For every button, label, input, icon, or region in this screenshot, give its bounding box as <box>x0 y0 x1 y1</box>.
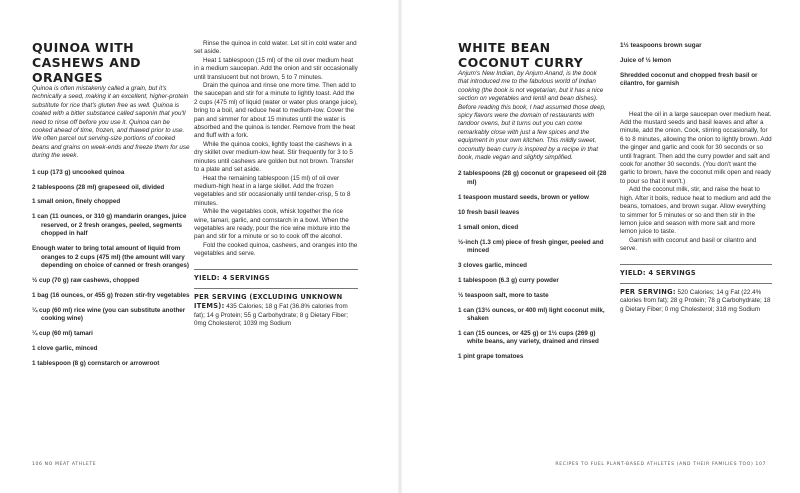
page-number-left: 106 NO MEAT ATHLETE <box>32 462 97 467</box>
recipe-title: QUINOA WITH CASHEWS AND ORANGES <box>32 40 141 85</box>
ingredient: 1 clove garlic, minced <box>32 344 98 352</box>
method-step: Add the coconut milk, stir, and raise the heat to high. After it boils, reduce heat to medium and add the beans, tomatoes, and brown sugar. Allow everything to simmer for 5 minutes or so and then stir in the lemon juice and season with more salt and more lemon juice to taste. <box>620 186 771 236</box>
ingredient: 1½ teaspoons brown sugar <box>620 42 702 49</box>
ingredient: 1 cup (173 g) uncooked quinoa <box>32 168 125 176</box>
page-number-right: RECIPES TO FUEL PLANT-BASED ATHLETES (AND THEIR FAMILIES TOO) 107 <box>555 462 766 467</box>
ingredient: 1 can (11 ounces, or 310 g) mandarin oranges, juice reserved, or 2 fresh oranges, peeled, segments chopped in half <box>32 213 187 238</box>
method-step: Garnish with coconut and basil or cilantro and serve. <box>620 236 757 253</box>
ingredient: ½ cup (70 g) raw cashews, chopped <box>32 276 140 284</box>
nutrition-info <box>620 288 772 314</box>
method-step: Heat 1 tablespoon (15 ml) of the oil over medium heat in a medium saucepan. Add the onion and stir occasionally until translucent but not brown, 5 to 7 minutes. <box>194 56 358 81</box>
ingredient: 1 pint grape tomatoes <box>458 353 524 361</box>
right-page-column-2 <box>620 42 772 314</box>
ingredient: 10 fresh basil leaves <box>458 208 520 216</box>
section-divider <box>194 288 358 289</box>
ingredient: ¼ cup (60 ml) rice wine (you can substitute another cooking wine) <box>32 306 186 323</box>
left-page-column-1 <box>32 40 190 375</box>
recipe-intro: Anjum's New Indian, by Anjum Anand, is the book that introduced me to the fabulous world of Indian cooking (the book is not vegetarian, but it has a nice section on vegetables and lentil and bean dishes). Before reading this book, I had assumed those deep, spicy flavors were the domain of restaurants with tandoor ovens, but it turns out you can come remarkably close with just a few spices and the equipment in your own kitchen. This mildly sweet, coconutty bean curry is inspired by a recipe in that book, made vegan and slightly simplified. <box>458 70 606 162</box>
ingredient: 2 tablespoons (28 ml) grapeseed oil, divided <box>32 183 165 191</box>
method-step: Fold the cooked quinoa, cashews, and oranges into the vegetables and serve. <box>194 241 358 258</box>
ingredient: 1 tablespoon (8 g) cornstarch or arrowroot <box>32 359 160 367</box>
ingredient: 1 small onion, diced <box>458 223 519 231</box>
method-step: Drain the quinoa and rinse one more time. Then add to the saucepan and stir for a minute to lightly toast. Add the 2 cups (475 ml) of liquid (water or water plus orange juice), bring to a boil, and reduce heat to medium-low. Cover the pan and simmer for about 15 minutes until the water is absorbed and the quinoa is tender. Remove from the heat and fluff with a fork. <box>194 82 358 140</box>
method-step: Heat the remaining tablespoon (15 ml) of oil over medium-high heat in a large skillet. Add the frozen vegetables and stir occasionally until tender-crisp, 5 to 8 minutes. <box>194 174 351 207</box>
nutrition-heading: PER SERVING (EXCLUDING UNKNOWN ITEMS): <box>194 292 343 311</box>
ingredient: 1 small onion, finely chopped <box>32 198 121 206</box>
ingredient: 1 teaspoon mustard seeds, brown or yellow <box>458 193 589 201</box>
ingredient: 1 can (13½ ounces, or 400 ml) light coconut milk, shaken <box>458 306 605 322</box>
section-divider <box>620 283 772 284</box>
yield: YIELD: 4 SERVINGS <box>620 268 696 277</box>
method-step: Rinse the quinoa in cold water. Let sit in cold water and set aside. <box>194 40 357 56</box>
ingredient: Juice of ½ lemon <box>620 56 672 64</box>
method-step: Heat the oil in a large saucepan over medium heat. Add the mustard seeds and basil leaves and after a minute, add the onion. Cook, stirring occasionally, for 6 to 8 minutes, allowing the onion to lightly brown. Add the ginger and garlic and cook for 30 seconds or so until fragrant. Then add the curry powder and salt and cook for another 30 seconds. (You don't want the garlic to brown, have the coconut milk open and ready to pour so that it won't.) <box>620 110 772 185</box>
nutrition-info <box>194 293 358 329</box>
ingredient: ½ teaspoon salt, more to taste <box>458 291 549 299</box>
ingredient: ¼ cup (60 ml) tamari <box>32 329 93 337</box>
ingredient: ½-inch (1.3 cm) piece of fresh ginger, peeled and minced <box>458 238 604 254</box>
method-step: While the vegetables cook, whisk together the rice wine, tamari, garlic, and cornstarch in a bowl. When the vegetables are ready, pour the rice wine mixture into the pan and stir for a minute or so to cook off the alcohol. <box>194 208 351 241</box>
left-page-column-2 <box>194 40 358 329</box>
yield: YIELD: 4 SERVINGS <box>194 273 270 282</box>
ingredient: Shredded coconut and chopped fresh basil or cilantro, for garnish <box>620 71 758 88</box>
nutrition-values: 435 Calories; 18 g Fat (36.8% calories from fat); 14 g Protein; 55 g Carbohydrate; 8 g Dietary Fiber; 0mg Cholesterol; 1039 mg Sodium <box>194 303 349 328</box>
recipe-title: WHITE BEAN COCONUT CURRY <box>458 40 584 70</box>
book-gutter <box>398 0 402 493</box>
ingredient: Enough water to bring total amount of liquid from oranges to 2 cups (475 ml) (the amount will vary depending on choice of canned or fresh oranges) <box>32 245 189 269</box>
method-step: While the quinoa cooks, lightly toast the cashews in a dry skillet over medium-low heat. Stir frequently for 3 to 5 minutes until cashews are golden but not brown. Transfer to a plate and set aside. <box>194 140 354 174</box>
ingredient: 2 tablespoons (28 g) coconut or grapeseed oil (28 ml) <box>458 170 607 186</box>
nutrition-heading: PER SERVING: <box>620 287 676 296</box>
section-divider <box>620 264 772 265</box>
nutrition-values: 520 Calories; 14 g Fat (22.4% calories from fat); 28 g Protein; 78 g Carbohydrate; 18 g Dietary Fiber; 0 mg Cholesterol; 318 mg Sodium <box>620 288 771 313</box>
recipe-intro: Quinoa is often mistakenly called a grain, but it's technically a seed, making it an excellent, higher-protein substitute for rice that's gluten free as well. Quinoa is coated with a bitter substance called saponin that you'll need to rinse off before you use it. Quinoa can be cooked ahead of time, frozen, and thawed prior to use. We often parcel out serving-size portions of cooked beans and grains on week-ends and freeze them for use during the week. <box>32 85 190 160</box>
ingredient: 3 cloves garlic, minced <box>458 261 527 269</box>
ingredient: 1 can (15 ounces, or 425 g) or 1½ cups (269 g) white beans, any variety, drained and rinsed <box>458 329 599 346</box>
section-divider <box>194 269 358 270</box>
ingredient: 1 bag (16 ounces, or 455 g) frozen stir-fry vegetables <box>32 291 190 299</box>
right-page-column-1 <box>458 40 608 368</box>
ingredient: 1 tablespoon (6.3 g) curry powder <box>458 276 559 284</box>
